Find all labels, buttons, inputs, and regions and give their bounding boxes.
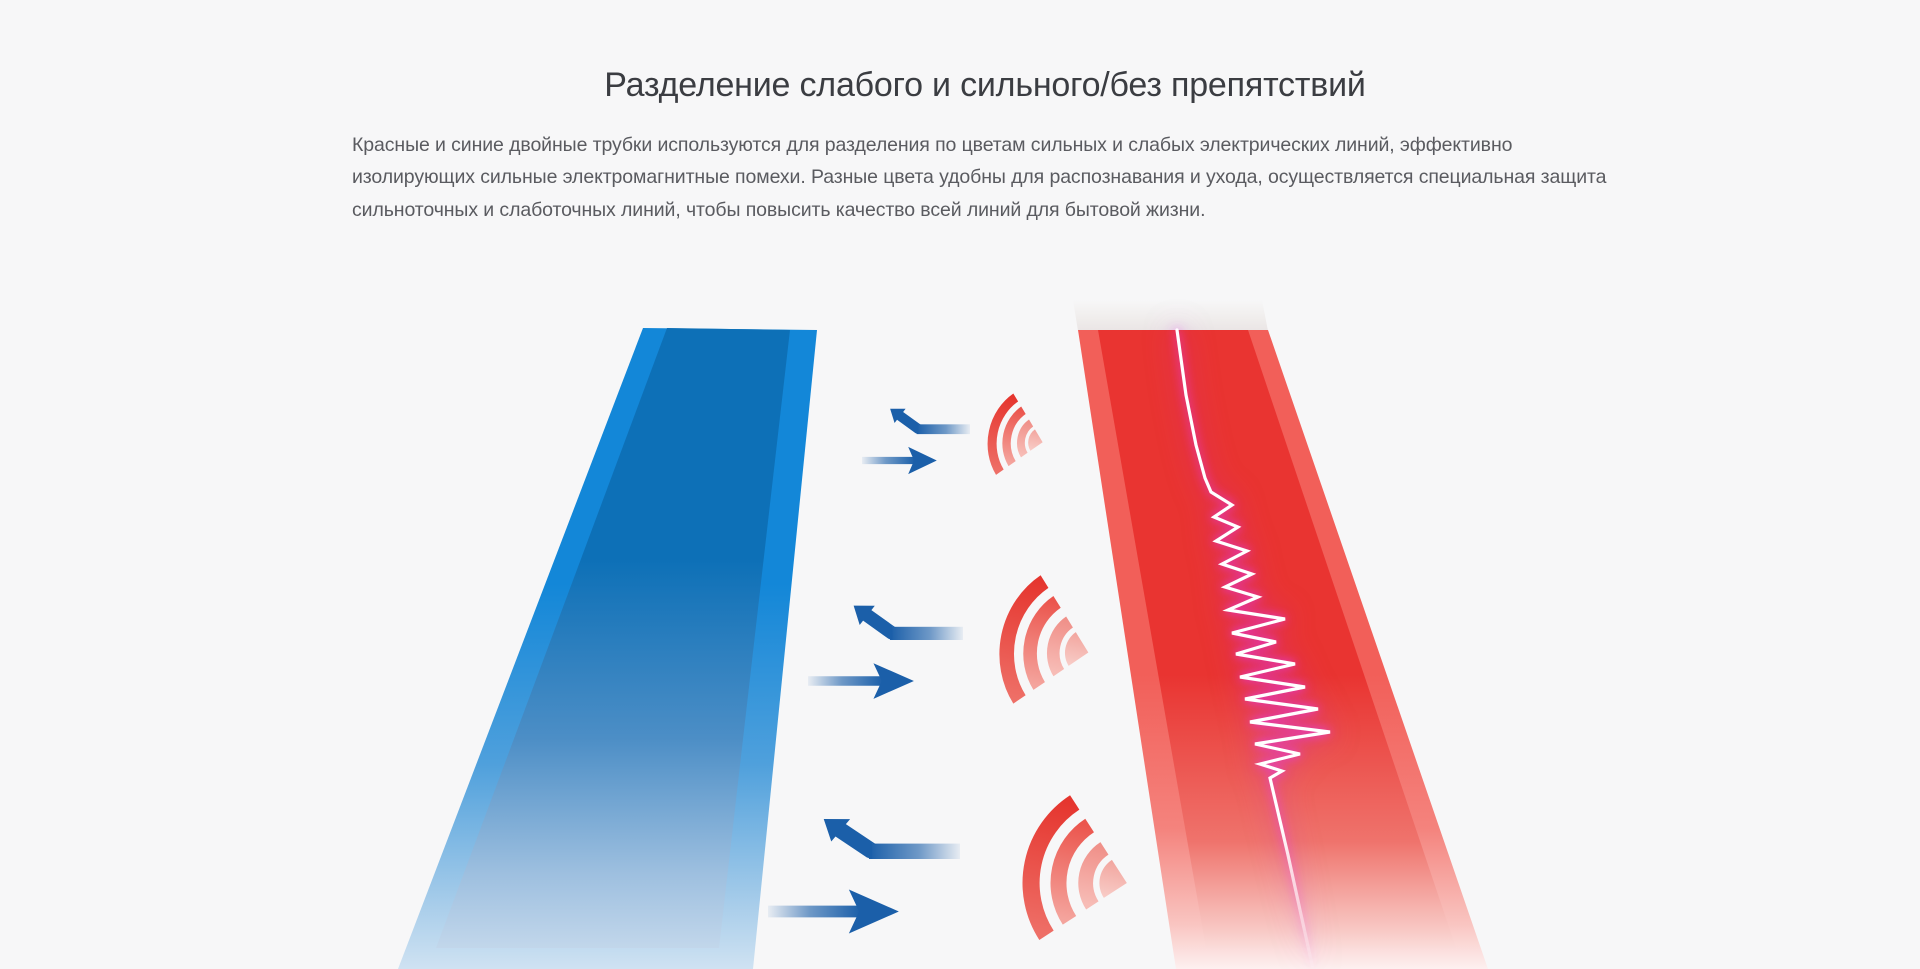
feature-section: [352, 0, 1618, 226]
section-description: Красные и синие двойные трубки используются для разделения по цветам сильных и слабых электрических линий, эффективно изолирующих сильные электромагнитные помехи. Разные цвета удобны для распознавания и ухода, осуществляется специальная защита сильноточных и слаботочных линий, чтобы повысить качество всей линий для бытовой жизни.: [352, 133, 1607, 221]
interference-wave-icon: [979, 387, 1056, 488]
bent-arrow-icon: [837, 598, 963, 652]
straight-arrow-icon: [862, 446, 946, 475]
interference-wave-icon: [1008, 783, 1153, 963]
section-title: Разделение слабого и сильного/без препятствий: [604, 66, 1366, 104]
signal-pulse-line: [1140, 320, 1360, 969]
bent-arrow-icon: [878, 403, 970, 443]
straight-arrow-icon: [768, 888, 915, 935]
straight-arrow-icon: [808, 662, 927, 700]
interference-wave-icon: [986, 564, 1110, 723]
bent-arrow-icon: [803, 810, 960, 873]
